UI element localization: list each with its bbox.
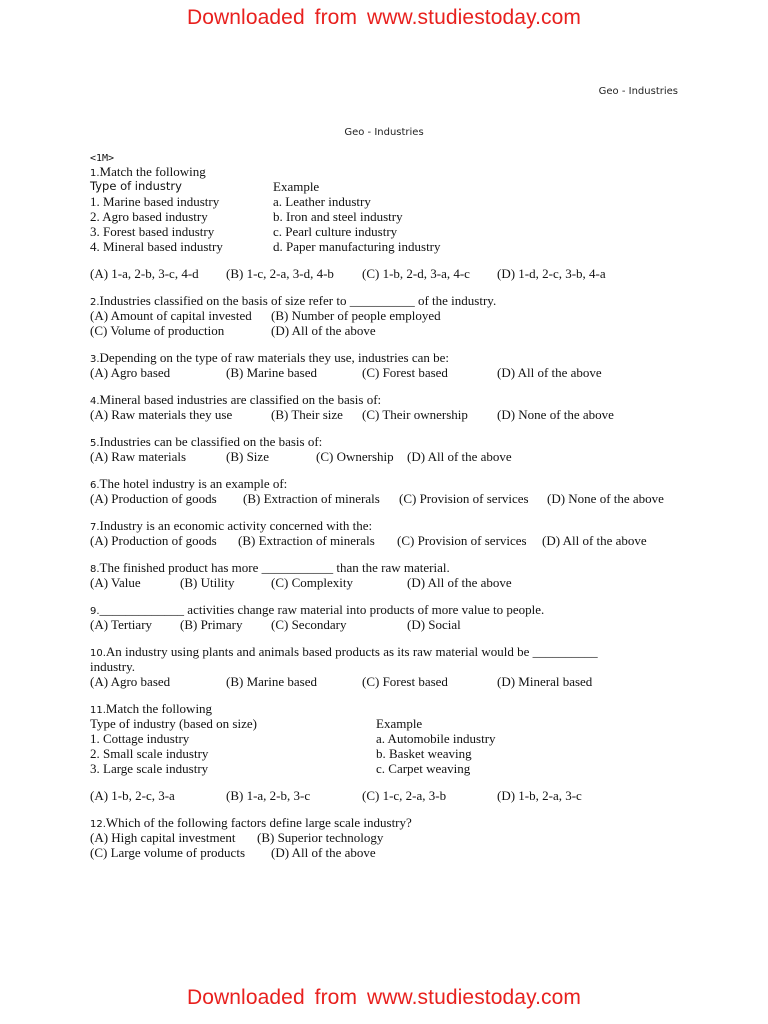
- option-c: (C) Provision of services: [399, 491, 529, 506]
- option-c: (C) Provision of services: [397, 533, 527, 548]
- option-b: (B) Extraction of minerals: [238, 533, 375, 548]
- question-number: 2.: [90, 297, 100, 308]
- option-c: (C) Forest based: [362, 365, 448, 380]
- question-number: 12.: [90, 819, 106, 830]
- column-head-example: Example: [273, 179, 320, 194]
- option-d: (D) All of the above: [271, 845, 376, 860]
- question-text: Mineral based industries are classified on the basis of:: [99, 392, 382, 407]
- question-text: Which of the following factors define large scale industry?: [105, 815, 412, 830]
- match-left: 1. Marine based industry: [90, 194, 220, 209]
- question-10: [90, 644, 710, 689]
- option-d: (D) 1-d, 2-c, 3-b, 4-a: [497, 266, 606, 281]
- option-c: (C) Volume of production: [90, 323, 225, 338]
- match-right: d. Paper manufacturing industry: [273, 239, 441, 254]
- question-text: Match the following: [99, 164, 206, 179]
- option-a: (A) Raw materials they use: [90, 407, 233, 422]
- option-b: (B) Utility: [180, 575, 235, 590]
- option-d: (D) Social: [407, 617, 461, 632]
- question-number: 10.: [90, 648, 106, 659]
- question-text: Industries can be classified on the basis of:: [99, 434, 323, 449]
- question-text: The hotel industry is an example of:: [99, 476, 288, 491]
- option-a: (A) 1-b, 2-c, 3-a: [90, 788, 175, 803]
- match-left: 3. Large scale industry: [90, 761, 209, 776]
- question-list: [90, 153, 710, 872]
- option-c: (C) Ownership: [316, 449, 394, 464]
- column-head-example: Example: [376, 716, 423, 731]
- question-9: [90, 602, 710, 632]
- question-8: [90, 560, 710, 590]
- option-d: (D) All of the above: [542, 533, 647, 548]
- question-text: The finished product has more ___________ than the raw material.: [99, 560, 450, 575]
- question-4: [90, 392, 710, 422]
- option-d: (D) Mineral based: [497, 674, 593, 689]
- option-a: (A) Agro based: [90, 674, 171, 689]
- question-3: [90, 350, 710, 380]
- question-number: 8.: [90, 564, 100, 575]
- option-b: (B) Number of people employed: [271, 308, 441, 323]
- option-b: (B) Extraction of minerals: [243, 491, 380, 506]
- header-right: Geo - Industries: [598, 86, 678, 97]
- download-banner-bottom[interactable]: Downloaded from www.studiestoday.com: [186, 986, 582, 1009]
- question-number: 1.: [90, 168, 100, 179]
- option-b: (B) Size: [226, 449, 269, 464]
- option-b: (B) Marine based: [226, 365, 317, 380]
- question-number: 11.: [90, 705, 106, 716]
- question-number: 4.: [90, 396, 100, 407]
- option-a: (A) Tertiary: [90, 617, 153, 632]
- question-text: An industry using plants and animals based products as its raw material would be __________: [105, 644, 598, 659]
- download-banner-top[interactable]: Downloaded from www.studiestoday.com: [186, 6, 582, 29]
- option-a: (A) Agro based: [90, 365, 171, 380]
- page-title: Geo - Industries: [344, 127, 424, 138]
- match-right: b. Basket weaving: [376, 746, 472, 761]
- question-number: 3.: [90, 354, 100, 365]
- option-c: (C) Their ownership: [362, 407, 468, 422]
- question-number: 7.: [90, 522, 100, 533]
- option-d: (D) 1-b, 2-a, 3-c: [497, 788, 582, 803]
- question-number: 9.: [90, 606, 100, 617]
- match-left: 1. Cottage industry: [90, 731, 190, 746]
- question-2: [90, 293, 710, 338]
- match-right: c. Pearl culture industry: [273, 224, 398, 239]
- question-7: [90, 518, 710, 548]
- match-left: 2. Small scale industry: [90, 746, 209, 761]
- match-right: a. Automobile industry: [376, 731, 496, 746]
- match-right: b. Iron and steel industry: [273, 209, 403, 224]
- option-a: (A) Production of goods: [90, 491, 217, 506]
- option-b: (B) Their size: [271, 407, 343, 422]
- option-b: (B) Superior technology: [257, 830, 384, 845]
- question-number: 6.: [90, 480, 100, 491]
- question-11: [90, 701, 710, 803]
- question-6: [90, 476, 710, 506]
- match-left: 4. Mineral based industry: [90, 239, 223, 254]
- option-a: (A) Value: [90, 575, 141, 590]
- match-right: c. Carpet weaving: [376, 761, 471, 776]
- option-b: (B) 1-a, 2-b, 3-c: [226, 788, 311, 803]
- option-c: (C) Secondary: [271, 617, 347, 632]
- option-d: (D) None of the above: [547, 491, 664, 506]
- match-left: 3. Forest based industry: [90, 224, 215, 239]
- option-c: (C) Large volume of products: [90, 845, 245, 860]
- option-d: (D) All of the above: [407, 575, 512, 590]
- match-left: 2. Agro based industry: [90, 209, 208, 224]
- option-d: (D) All of the above: [497, 365, 602, 380]
- option-a: (A) Amount of capital invested: [90, 308, 252, 323]
- option-b: (B) 1-c, 2-a, 3-d, 4-b: [226, 266, 334, 281]
- question-text: Industry is an economic activity concerned with the:: [99, 518, 373, 533]
- question-text: _____________ activities change raw material into products of more value to people.: [99, 602, 545, 617]
- question-12: [90, 815, 710, 860]
- option-c: (C) Complexity: [271, 575, 353, 590]
- match-right: a. Leather industry: [273, 194, 371, 209]
- option-b: (B) Primary: [180, 617, 243, 632]
- option-d: (D) None of the above: [497, 407, 614, 422]
- question-text: Match the following: [105, 701, 213, 716]
- option-a: (A) Production of goods: [90, 533, 217, 548]
- question-number: 5.: [90, 438, 100, 449]
- option-a: (A) Raw materials: [90, 449, 187, 464]
- question-text: Industries classified on the basis of size refer to __________ of the industry.: [99, 293, 497, 308]
- question-text: Depending on the type of raw materials they use, industries can be:: [99, 350, 449, 365]
- option-c: (C) 1-c, 2-a, 3-b: [362, 788, 447, 803]
- question-1: [90, 164, 710, 281]
- column-head-type: Type of industry: [90, 179, 182, 193]
- question-5: [90, 434, 710, 464]
- option-a: (A) 1-a, 2-b, 3-c, 4-d: [90, 266, 199, 281]
- marks-label: <1M>: [90, 153, 115, 164]
- column-head-type: Type of industry (based on size): [90, 716, 257, 731]
- option-b: (B) Marine based: [226, 674, 317, 689]
- option-d: (D) All of the above: [407, 449, 512, 464]
- option-a: (A) High capital investment: [90, 830, 236, 845]
- option-c: (C) 1-b, 2-d, 3-a, 4-c: [362, 266, 470, 281]
- option-c: (C) Forest based: [362, 674, 448, 689]
- question-text-continued: industry.: [90, 659, 136, 674]
- option-d: (D) All of the above: [271, 323, 376, 338]
